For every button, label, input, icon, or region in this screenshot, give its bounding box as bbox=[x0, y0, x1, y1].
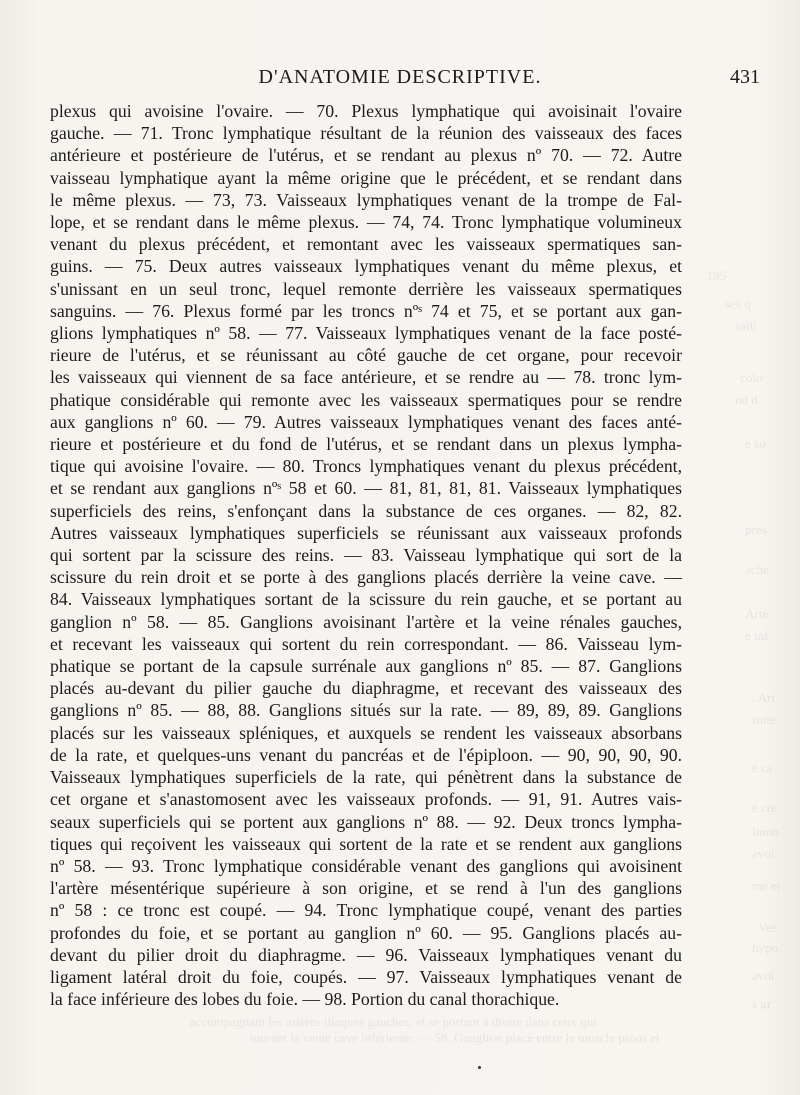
text-line: tique qui avoisine l'ovaire. — 80. Troncs lymphatiques venant du plexus précédent, bbox=[50, 456, 682, 477]
running-title: D'ANATOMIE DESCRIPTIVE. bbox=[258, 66, 542, 88]
text-line: et se rendant aux ganglions nºˢ 58 et 60. — 81, 81, 81, 81. Vaisseaux lymphatiques bbox=[50, 478, 682, 499]
text-line: sanguins. — 76. Plexus formé par les troncs nºˢ 74 et 75, et se portant aux gan- bbox=[50, 300, 682, 321]
text-line: ganglion nº 58. — 85. Ganglions avoisinant l'artère et la veine rénales gauches, bbox=[50, 611, 682, 632]
text-line: et recevant les vaisseaux qui sortent du rein correspondant. — 86. Vaisseau lym- bbox=[50, 633, 682, 654]
text-line: rieure de l'utérus, et se réunissant au côté gauche de cet organe, pour recevoir bbox=[50, 345, 682, 366]
text-line: plexus qui avoisine l'ovaire. — 70. Plexus lymphatique qui avoisinait l'ovaire bbox=[50, 101, 682, 121]
text-line: placés sur les vaisseaux spléniques, et auxquels se rendent les vaisseaux absorbans bbox=[50, 722, 682, 743]
text-line: ligament latéral droit du foie, coupés. — 97. Vaisseaux lymphatiques venant de bbox=[50, 966, 682, 987]
text-line: lope, et se rendant dans le même plexus. — 74, 74. Tronc lymphatique volumineux bbox=[50, 212, 682, 233]
text-line: 84. Vaisseaux lymphatiques sortant de la scissure du rein gauche, et se portant au bbox=[50, 589, 682, 610]
text-line: superficiels des reins, s'enfonçant dans la substance de ces organes. — 82, 82. bbox=[50, 500, 682, 521]
text-line: profondes du foie, et se portant au ganglion nº 60. — 95. Ganglions placés au- bbox=[50, 922, 682, 943]
text-line: placés au-devant du pilier gauche du diaphragme, et recevant des vaisseaux des bbox=[50, 678, 682, 699]
ink-speck bbox=[478, 1066, 481, 1069]
text-line: venant du plexus précédent, et remontant avec les vaisseaux spermatiques san- bbox=[50, 234, 682, 255]
text-line: les vaisseaux qui viennent de sa face antérieure, et se rendre au — 78. tronc lym- bbox=[50, 367, 682, 388]
text-line: devant du pilier droit du diaphragme. — 96. Vaisseaux lymphatiques venant du bbox=[50, 944, 682, 965]
text-line: l'artère mésentérique supérieure à son origine, et se rend à l'un des ganglions bbox=[50, 878, 682, 899]
text-line: guins. — 75. Deux autres vaisseaux lymphatiques venant du même plexus, et bbox=[50, 256, 682, 277]
text-line: la face inférieure des lobes du foie. — 98. Portion du canal thorachique. bbox=[50, 989, 560, 1010]
text-line: Autres vaisseaux lymphatiques superficiels se réunissant aux vaisseaux profonds bbox=[50, 522, 682, 543]
text-line: nº 58. — 93. Tronc lymphatique considérable venant des ganglions qui avoisinent bbox=[50, 855, 682, 876]
figure-legend-text bbox=[50, 100, 682, 1010]
text-line: seaux superficiels qui se portent aux ganglions nº 88. — 92. Deux troncs lympha- bbox=[50, 811, 682, 832]
text-line: gauche. — 71. Tronc lymphatique résultant de la réunion des vaisseaux des faces bbox=[50, 123, 682, 144]
page-header bbox=[40, 66, 760, 94]
text-line: rieure et postérieure et du fond de l'utérus, et se rendant dans un plexus lympha- bbox=[50, 434, 682, 455]
text-line: de la rate, et quelques-uns venant du pancréas et de l'épiploon. — 90, 90, 90, 90. bbox=[50, 744, 682, 765]
text-line: phatique considérable qui remonte avec les vaisseaux spermatiques pour se rendre bbox=[50, 389, 682, 410]
text-line: le même plexus. — 73, 73. Vaisseaux lymphatiques venant de la trompe de Fal- bbox=[50, 189, 682, 210]
bleed-through-text: . 195 ses q saill colo nd d e so pres ache. Artè e inf . Art roite. e ca e cre lmon avoi me et . Vei hypo avoi s gr accompagnant les artères iliaques gauches, et se portant à droite dans ceux qui tourent la veine cave inférieure. — 58. Ganglion placé entre le muscle psoas et bbox=[190, 268, 781, 1045]
text-line: phatique se portant de la capsule surrénale aux ganglions nº 85. — 87. Ganglions bbox=[50, 656, 682, 677]
text-line: qui sortent par la scissure des reins. — 83. Vaisseau lymphatique qui sort de la bbox=[50, 545, 682, 566]
text-line: ganglions nº 85. — 88, 88. Ganglions situés sur la rate. — 89, 89, 89. Ganglions bbox=[50, 700, 682, 721]
text-line: s'unissant en un seul tronc, lequel remonte derrière les vaisseaux spermatiques bbox=[50, 278, 682, 299]
text-line: vaisseau lymphatique ayant la même origine que le précédent, et se rendant dans bbox=[50, 167, 682, 188]
text-line: aux ganglions nº 60. — 79. Autres vaisseaux lymphatiques venant des faces anté- bbox=[50, 411, 682, 432]
text-line: scissure du rein droit et se porte à des ganglions placés derrière la veine cave. — bbox=[50, 567, 682, 588]
text-line: antérieure et postérieure de l'utérus, et se rendant au plexus nº 70. — 72. Autre bbox=[50, 145, 682, 166]
text-line: cet organe et s'anastomosent avec les vaisseaux profonds. — 91, 91. Autres vais- bbox=[50, 789, 682, 810]
text-line: glions lymphatiques nº 58. — 77. Vaisseaux lymphatiques venant de la face posté- bbox=[50, 323, 682, 344]
text-line: Vaisseaux lymphatiques superficiels de la rate, qui pénètrent dans la substance de bbox=[50, 767, 682, 788]
text-line: tiques qui reçoivent les vaisseaux qui sortent de la rate et se rendent aux ganglions bbox=[50, 833, 682, 854]
page-number: 431 bbox=[730, 66, 760, 88]
text-line: nº 58 : ce tronc est coupé. — 94. Tronc lymphatique coupé, venant des parties bbox=[50, 900, 682, 921]
